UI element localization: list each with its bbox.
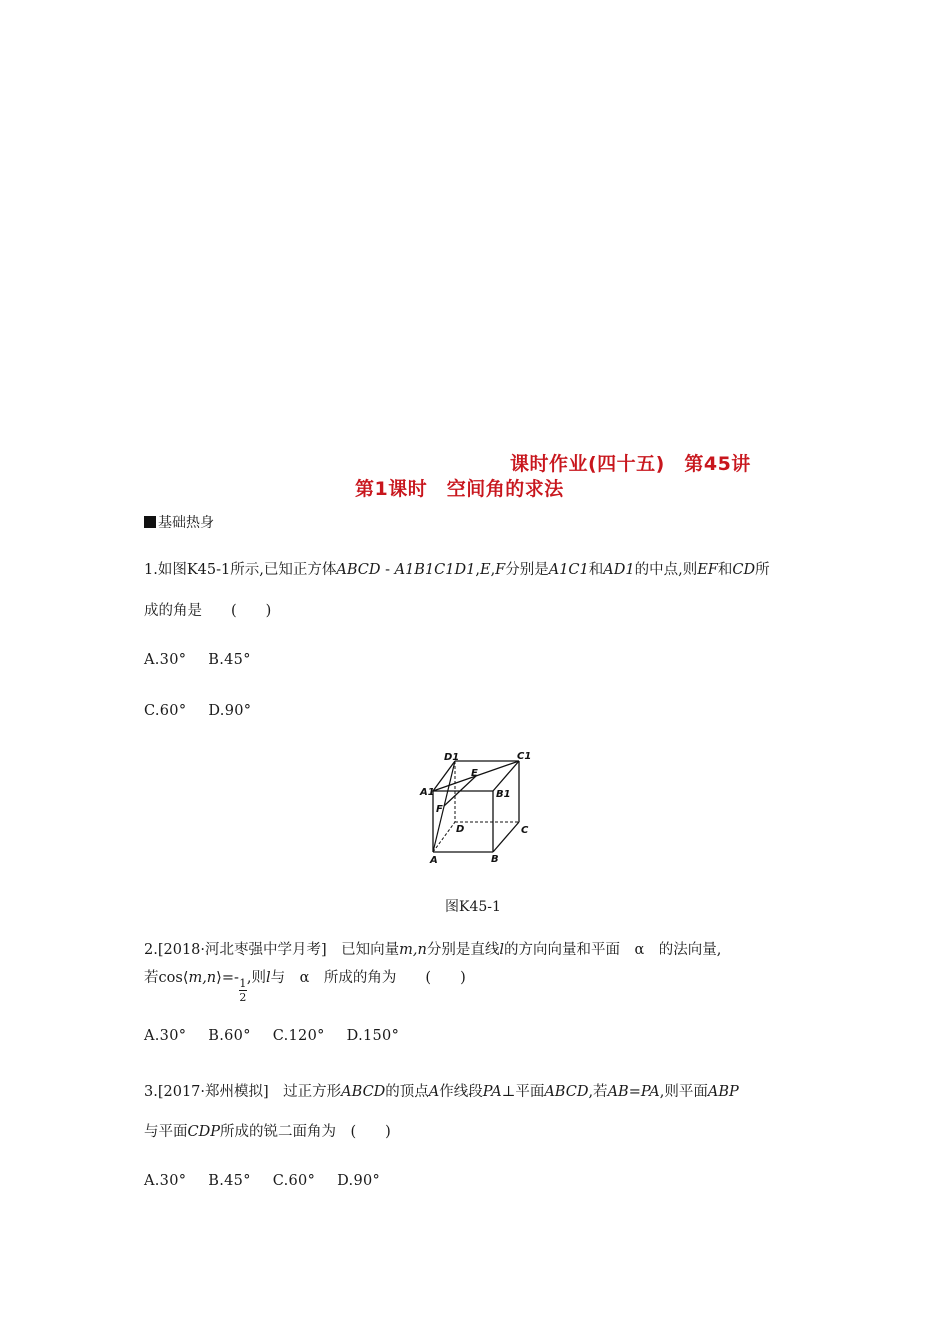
question-1-options-row-2 — [144, 703, 273, 719]
question-1-options-row-1 — [144, 652, 273, 668]
label-d1: D1 — [444, 752, 460, 763]
option-a: A.30° — [144, 1173, 187, 1189]
option-c: C.60° — [144, 703, 187, 719]
option-b: B.45° — [208, 1173, 251, 1189]
label-b: B — [491, 854, 499, 865]
label-e: E — [471, 768, 478, 779]
question-2-options — [144, 1028, 421, 1044]
question-3-line-1: 3.[2017·郑州模拟] 过正方形ABCD的顶点A作线段PA⊥平面ABCD,若AB=PA,则平面ABP — [144, 1084, 739, 1100]
question-3-line-2: 与平面CDP所成的锐二面角为 ( ) — [144, 1124, 391, 1140]
label-c1: C1 — [517, 751, 532, 762]
figure-caption: 图K45-1 — [445, 899, 501, 915]
question-2-line-2: 若cos⟨m,n⟩=- $\frac{1}{2}$ ,则l与 α 所成的角为 ( ) — [144, 970, 466, 1004]
option-d: D.90° — [337, 1173, 381, 1189]
question-3-options — [144, 1173, 402, 1189]
section-heading — [144, 512, 214, 532]
label-b1: B1 — [496, 789, 511, 800]
option-b: B.45° — [208, 652, 251, 668]
option-d: D.150° — [346, 1028, 400, 1044]
label-a1: A1 — [420, 787, 435, 798]
question-1-line-2: 成的角是 ( ) — [144, 603, 272, 619]
option-b: B.60° — [208, 1028, 251, 1044]
option-a: A.30° — [144, 652, 187, 668]
question-1-line-1: 1.如图K45-1所示,已知正方体ABCD - A1B1C1D1,E,F分别是A1C1和AD1的中点,则EF和CD所 — [144, 562, 770, 578]
cube-figure — [415, 745, 535, 870]
edge-b-c — [493, 822, 519, 852]
option-d: D.90° — [208, 703, 252, 719]
question-2-line-1: 2.[2018·河北枣强中学月考] 已知向量m,n分别是直线l的方向向量和平面 α 的法向量, — [144, 942, 722, 958]
label-c: C — [521, 825, 529, 836]
label-f: F — [436, 804, 443, 815]
page-subtitle: 第1课时 空间角的求法 — [355, 478, 564, 500]
option-c: C.120° — [272, 1028, 325, 1044]
label-a: A — [430, 855, 438, 866]
label-d: D — [456, 824, 465, 835]
option-c: C.60° — [272, 1173, 316, 1189]
section-label: 基础热身 — [158, 515, 214, 531]
page-title: 课时作业(四十五) 第45讲 — [510, 453, 751, 475]
option-a: A.30° — [144, 1028, 187, 1044]
square-bullet-icon — [144, 516, 156, 528]
